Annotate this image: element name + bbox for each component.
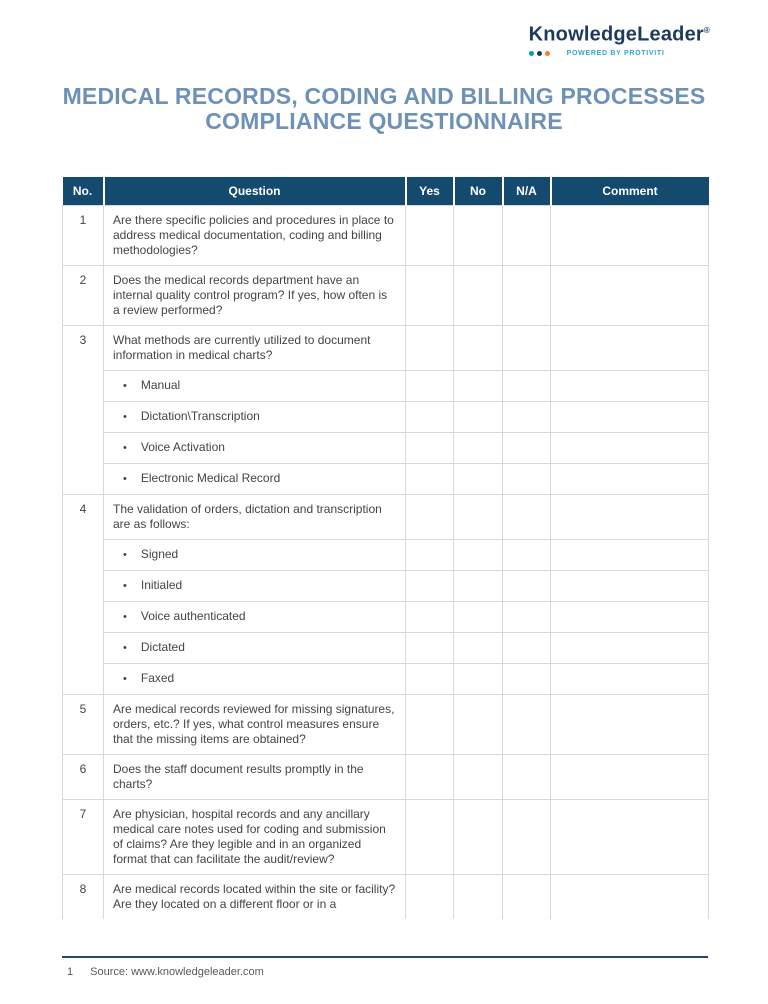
na-answer-cell — [503, 663, 551, 694]
bullet-label: Dictation\Transcription — [140, 408, 260, 423]
bullet-glyph: • — [123, 379, 127, 392]
page-footer — [67, 966, 264, 978]
question-text: Are there specific policies and procedures in place to address medical documentation, coding and billing methodologies? — [104, 205, 406, 265]
row-number: 5 — [63, 694, 104, 754]
yes-answer-cell — [406, 799, 454, 874]
question-text: The validation of orders, dictation and transcription are as follows: — [104, 494, 406, 539]
comment-answer-cell — [551, 754, 709, 799]
no-answer-cell — [454, 874, 503, 919]
row-number: 3 — [63, 325, 104, 494]
yes-answer-cell — [406, 632, 454, 663]
row-number: 7 — [63, 799, 104, 874]
header-no-answer: No — [454, 177, 503, 205]
comment-answer-cell — [551, 432, 709, 463]
na-answer-cell — [503, 570, 551, 601]
table-row — [63, 265, 709, 325]
row-number: 1 — [63, 205, 104, 265]
bullet-item — [104, 601, 406, 632]
table-row — [63, 694, 709, 754]
comment-answer-cell — [551, 663, 709, 694]
yes-answer-cell — [406, 370, 454, 401]
comment-answer-cell — [551, 601, 709, 632]
na-answer-cell — [503, 463, 551, 494]
na-answer-cell — [503, 601, 551, 632]
question-text: Are medical records reviewed for missing signatures, orders, etc.? If yes, what control measures ensure that the missing items are obtained? — [104, 694, 406, 754]
yes-answer-cell — [406, 694, 454, 754]
no-answer-cell — [454, 601, 503, 632]
bullet-label: Electronic Medical Record — [140, 470, 281, 485]
bullet-item — [104, 539, 406, 570]
question-text: What methods are currently utilized to document information in medical charts? — [104, 325, 406, 370]
comment-answer-cell — [551, 632, 709, 663]
bullet-item — [104, 663, 406, 694]
bullet-glyph: • — [123, 641, 127, 654]
yes-answer-cell — [406, 205, 454, 265]
no-answer-cell — [454, 570, 503, 601]
yes-answer-cell — [406, 663, 454, 694]
no-answer-cell — [454, 539, 503, 570]
comment-answer-cell — [551, 874, 709, 919]
row-number: 2 — [63, 265, 104, 325]
na-answer-cell — [503, 494, 551, 539]
comment-answer-cell — [551, 370, 709, 401]
no-answer-cell — [454, 463, 503, 494]
bullet-glyph: • — [123, 472, 127, 485]
bullet-glyph: • — [123, 672, 127, 685]
comment-answer-cell — [551, 401, 709, 432]
table-row — [63, 799, 709, 874]
na-answer-cell — [503, 874, 551, 919]
yes-answer-cell — [406, 325, 454, 370]
table-row — [63, 754, 709, 799]
header-comment: Comment — [551, 177, 709, 205]
table-row — [63, 570, 709, 601]
no-answer-cell — [454, 694, 503, 754]
table-row — [63, 539, 709, 570]
question-text: Does the medical records department have an internal quality control program? If yes, how often is a review performed? — [104, 265, 406, 325]
comment-answer-cell — [551, 494, 709, 539]
header-no: No. — [63, 177, 104, 205]
page-title — [0, 84, 768, 134]
na-answer-cell — [503, 539, 551, 570]
comment-answer-cell — [551, 799, 709, 874]
na-answer-cell — [503, 325, 551, 370]
bullet-label: Voice Activation — [140, 439, 225, 454]
registered-mark: ® — [703, 26, 710, 35]
na-answer-cell — [503, 754, 551, 799]
no-answer-cell — [454, 799, 503, 874]
row-number: 8 — [63, 874, 104, 919]
bullet-item — [104, 401, 406, 432]
page-number: 1 — [67, 966, 74, 978]
comment-answer-cell — [551, 325, 709, 370]
brand-name-text: KnowledgeLeader — [528, 23, 704, 46]
bullet-item — [104, 463, 406, 494]
na-answer-cell — [503, 432, 551, 463]
yes-answer-cell — [406, 754, 454, 799]
question-text: Does the staff document results promptly in the charts? — [104, 754, 406, 799]
table-row — [63, 205, 709, 265]
logo-dot-orange-icon — [545, 51, 550, 56]
table-row — [63, 370, 709, 401]
bullet-glyph: • — [123, 610, 127, 623]
comment-answer-cell — [551, 694, 709, 754]
comment-answer-cell — [551, 265, 709, 325]
header-na: N/A — [503, 177, 551, 205]
header-yes: Yes — [406, 177, 454, 205]
bullet-item — [104, 570, 406, 601]
table-row — [63, 632, 709, 663]
questionnaire-table — [62, 177, 709, 919]
yes-answer-cell — [406, 601, 454, 632]
na-answer-cell — [503, 401, 551, 432]
bullet-label: Voice authenticated — [140, 608, 246, 623]
no-answer-cell — [454, 370, 503, 401]
bullet-label: Initialed — [140, 577, 183, 592]
brand-tagline: POWERED BY PROTIVITI — [566, 49, 665, 57]
bullet-glyph: • — [123, 441, 127, 454]
brand-name — [529, 20, 710, 46]
na-answer-cell — [503, 265, 551, 325]
page-title-line1: MEDICAL RECORDS, CODING AND BILLING PROCESSES — [62, 83, 706, 109]
yes-answer-cell — [406, 874, 454, 919]
bullet-label: Signed — [140, 546, 179, 561]
table-row — [63, 874, 709, 919]
questionnaire-body — [63, 205, 709, 919]
na-answer-cell — [503, 799, 551, 874]
bullet-label: Faxed — [140, 670, 175, 685]
bullet-glyph: • — [123, 410, 127, 423]
no-answer-cell — [454, 632, 503, 663]
yes-answer-cell — [406, 401, 454, 432]
na-answer-cell — [503, 694, 551, 754]
no-answer-cell — [454, 754, 503, 799]
table-row — [63, 325, 709, 370]
comment-answer-cell — [551, 539, 709, 570]
yes-answer-cell — [406, 539, 454, 570]
na-answer-cell — [503, 632, 551, 663]
no-answer-cell — [454, 663, 503, 694]
bullet-label: Dictated — [140, 639, 185, 654]
bullet-glyph: • — [123, 548, 127, 561]
page-title-line2: COMPLIANCE QUESTIONNAIRE — [205, 108, 563, 134]
footer-source: Source: www.knowledgeleader.com — [90, 966, 264, 978]
bullet-glyph: • — [123, 579, 127, 592]
bullet-item — [104, 432, 406, 463]
table-row — [63, 601, 709, 632]
logo-dot-navy-icon — [537, 51, 542, 56]
na-answer-cell — [503, 205, 551, 265]
table-row — [63, 494, 709, 539]
bullet-label: Manual — [140, 377, 181, 392]
yes-answer-cell — [406, 265, 454, 325]
no-answer-cell — [454, 432, 503, 463]
table-row — [63, 663, 709, 694]
bullet-item — [104, 370, 406, 401]
yes-answer-cell — [406, 463, 454, 494]
yes-answer-cell — [406, 570, 454, 601]
logo-dot-teal-icon — [529, 51, 534, 56]
no-answer-cell — [454, 325, 503, 370]
table-header-row — [63, 177, 709, 205]
comment-answer-cell — [551, 205, 709, 265]
row-number: 4 — [63, 494, 104, 694]
question-text: Are physician, hospital records and any ancillary medical care notes used for coding and submission of claims? Are they legible and in an organized format that can facilitate the audit/review? — [104, 799, 406, 874]
no-answer-cell — [454, 494, 503, 539]
brand-tagline-row — [529, 50, 710, 57]
brand-logo — [529, 20, 710, 57]
table-row — [63, 401, 709, 432]
header-question: Question — [104, 177, 406, 205]
yes-answer-cell — [406, 494, 454, 539]
no-answer-cell — [454, 205, 503, 265]
table-row — [63, 432, 709, 463]
comment-answer-cell — [551, 570, 709, 601]
no-answer-cell — [454, 265, 503, 325]
table-row — [63, 463, 709, 494]
comment-answer-cell — [551, 463, 709, 494]
no-answer-cell — [454, 401, 503, 432]
footer-rule — [62, 956, 708, 958]
bullet-item — [104, 632, 406, 663]
yes-answer-cell — [406, 432, 454, 463]
question-text: Are medical records located within the site or facility? Are they located on a different floor or in a — [104, 874, 406, 919]
row-number: 6 — [63, 754, 104, 799]
na-answer-cell — [503, 370, 551, 401]
